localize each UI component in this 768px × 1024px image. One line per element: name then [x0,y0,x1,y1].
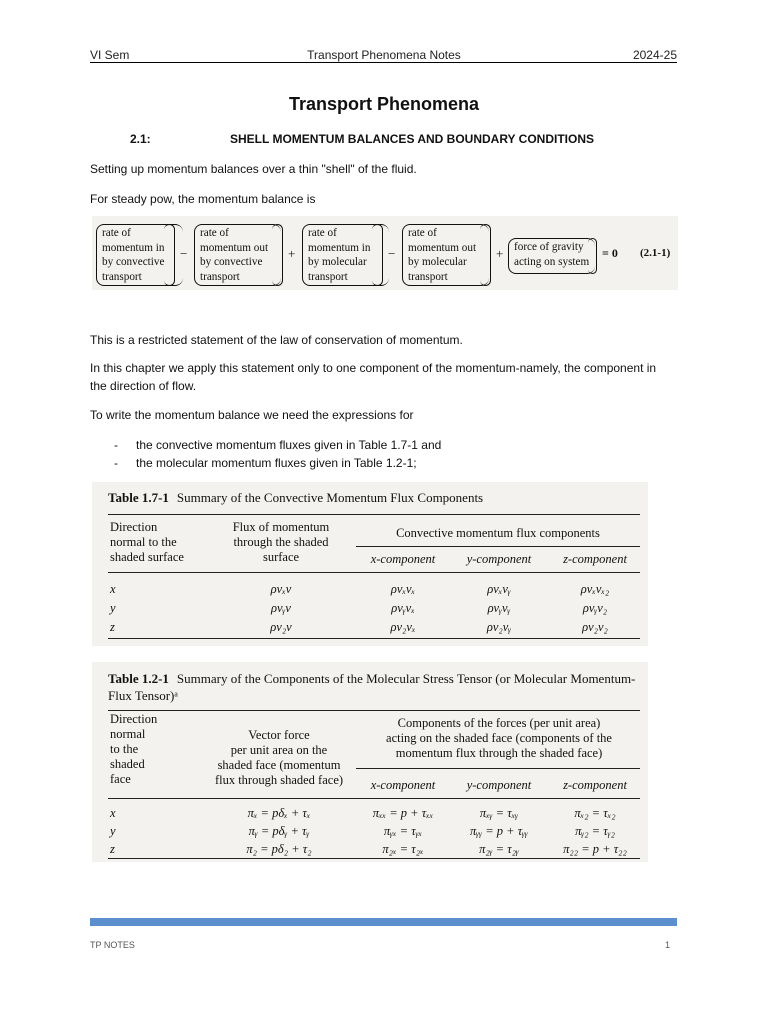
table-cell: πₓᵧ = τₓᵧ [479,806,519,820]
table-row-label: y [110,601,116,615]
page-number: 1 [664,940,670,950]
eq-op-3: − [388,246,396,261]
table-cell: ρvᵧvᵧ [487,601,511,615]
eq-term-3: rate of momentum in by molecular transport [308,227,371,283]
table-convective-flux: Table 1.7-1 Summary of the Convective Momentum Flux Components Direction normal to the shaded surface Flux of momentum through the shaded surface Convective momentum flux components x-component y-component z-component x ρvₓv ρvₓvₓ ρvₓvᵧ ρvₓvₓ₂ y ρvᵧv ρvᵧvₓ ρvᵧvᵧ ρvᵧv₂ z ρv₂v ρv₂vₓ ρv₂vᵧ ρv₂v₂ [92,482,648,646]
table1-head-flux: Flux of momentum through the shaded surface [232,520,330,564]
table-cell: ρv₂vᵧ [486,620,512,634]
table-cell: π₂ₓ = τ₂ₓ [382,842,424,856]
table-row-label: x [110,582,116,596]
eq-op-4: + [496,246,504,261]
table-cell: πₓ = pδₓ + τₓ [247,806,311,820]
eq-op-1: − [180,246,188,261]
table-cell: πᵧ₂ = τᵧ₂ [575,824,615,838]
brace-right-5 [588,238,597,274]
table-cell: πᵧₓ = τᵧₓ [383,824,423,838]
table-cell: ρvₓv [270,582,292,596]
section-number: 2.1: [130,132,151,146]
table2-head-components: Components of the forces (per unit area) acting on the shaded face (components of the momentum flux through the shaded face) [386,716,612,760]
table-cell: ρvₓvₓ₂ [580,582,610,596]
eq-term-4: rate of momentum out by molecular transport [408,227,477,283]
table-cell: π₂ = pδ₂ + τ₂ [246,842,312,856]
table-row-label: x [110,806,116,820]
eq-term-2: rate of momentum out by convective transport [200,227,269,283]
brace-right-2 [272,224,283,286]
table-cell: ρv₂v [270,620,292,634]
table-cell: π₂₂ = p + τ₂₂ [563,842,627,856]
table-cell: ρvᵧv [271,601,291,615]
table1-caption: Table 1.7-1 Summary of the Convective Momentum Flux Components [108,490,484,505]
table-molecular-stress: Table 1.2-1 Summary of the Components of the Molecular Stress Tensor (or Molecular Momentum-Flux Tensor)ᵃ Direction normal to the shaded face Vector force per unit area on the shaded face (momentum flux through shaded face) Components of the forces (per unit area) acting on the shaded face (components of the momentum flux through the shaded face) x-component y-component z-component x πₓ = pδₓ + τₓ πₓₓ = p + τₓₓ πₓᵧ = τₓᵧ πₓ₂ = τₓ₂ y πᵧ = pδᵧ + τᵧ πᵧₓ = τᵧₓ πᵧᵧ = p + τᵧᵧ πᵧ₂ = τᵧ₂ z π₂ = pδ₂ + τ₂ π₂ₓ = τ₂ₓ π₂ᵧ = τ₂ᵧ π₂₂ = p + τ₂₂ [92,662,648,862]
brace-right-1 [164,224,175,286]
eq-term-1: rate of momentum in by convective transport [102,227,165,283]
brace-right-3 [372,224,383,286]
eq-rhs: = 0 [602,246,618,260]
table-cell: π₂ᵧ = τ₂ᵧ [479,842,519,856]
table2-head-direction: Direction normal to the shaded face [110,712,158,786]
paragraph-4: In this chapter we apply this statement only to one component of the momentum-namely, the component in the direction of flow. [90,361,657,393]
header-rule [90,62,677,63]
table2-caption: Table 1.2-1 Summary of the Components of the Molecular Stress Tensor (or Molecular Momentum-Flux Tensor)ᵃ [108,671,636,703]
table-cell: ρvₓvₓ [390,582,416,596]
table1-head-components: Convective momentum flux components [396,526,600,540]
header-right: 2024-25 [632,48,677,62]
table-cell: ρvᵧvₓ [391,601,415,615]
table-cell: πₓ₂ = τₓ₂ [574,806,616,820]
eq-op-2: + [288,246,296,261]
table-cell: πₓₓ = p + τₓₓ [372,806,434,820]
header-left: VI Sem [90,48,130,62]
table-cell: ρv₂v₂ [582,620,608,634]
footer-bar [90,918,677,926]
table-cell: πᵧᵧ = p + τᵧᵧ [470,824,528,838]
bullet-2-text: the molecular momentum fluxes given in Table 1.2-1; [136,456,417,470]
footer-left: TP NOTES [90,940,135,950]
page-title: Transport Phenomena [288,94,480,114]
paragraph-5: To write the momentum balance we need the expressions for [90,408,414,422]
table-cell: ρvₓvᵧ [487,582,511,596]
eq-term-5: force of gravity acting on system [514,241,590,268]
header-center: Transport Phenomena Notes [307,48,461,62]
table1-head-direction: Direction normal to the shaded surface [110,520,184,564]
table-row-label: y [110,824,116,838]
table-cell: πᵧ = pδᵧ + τᵧ [248,824,310,838]
table-row-label: z [110,620,115,634]
paragraph-1: Setting up momentum balances over a thin "shell" of the fluid. [90,162,417,176]
momentum-balance-equation [92,216,678,290]
brace-right-4 [480,224,491,286]
paragraph-2: For steady pow, the momentum balance is [90,192,316,206]
paragraph-3: This is a restricted statement of the law of conservation of momentum. [90,333,463,347]
bullet-1-text: the convective momentum fluxes given in Table 1.7-1 and [136,438,442,452]
table-cell: ρv₂vₓ [390,620,416,634]
table2-head-force: Vector force per unit area on the shaded face (momentum flux through shaded face) [214,728,344,787]
table-row-label: z [110,842,115,856]
eq-label: (2.1-1) [640,247,671,259]
table-cell: ρvᵧv₂ [582,601,608,615]
section-title: SHELL MOMENTUM BALANCES AND BOUNDARY CONDITIONS [230,132,595,146]
